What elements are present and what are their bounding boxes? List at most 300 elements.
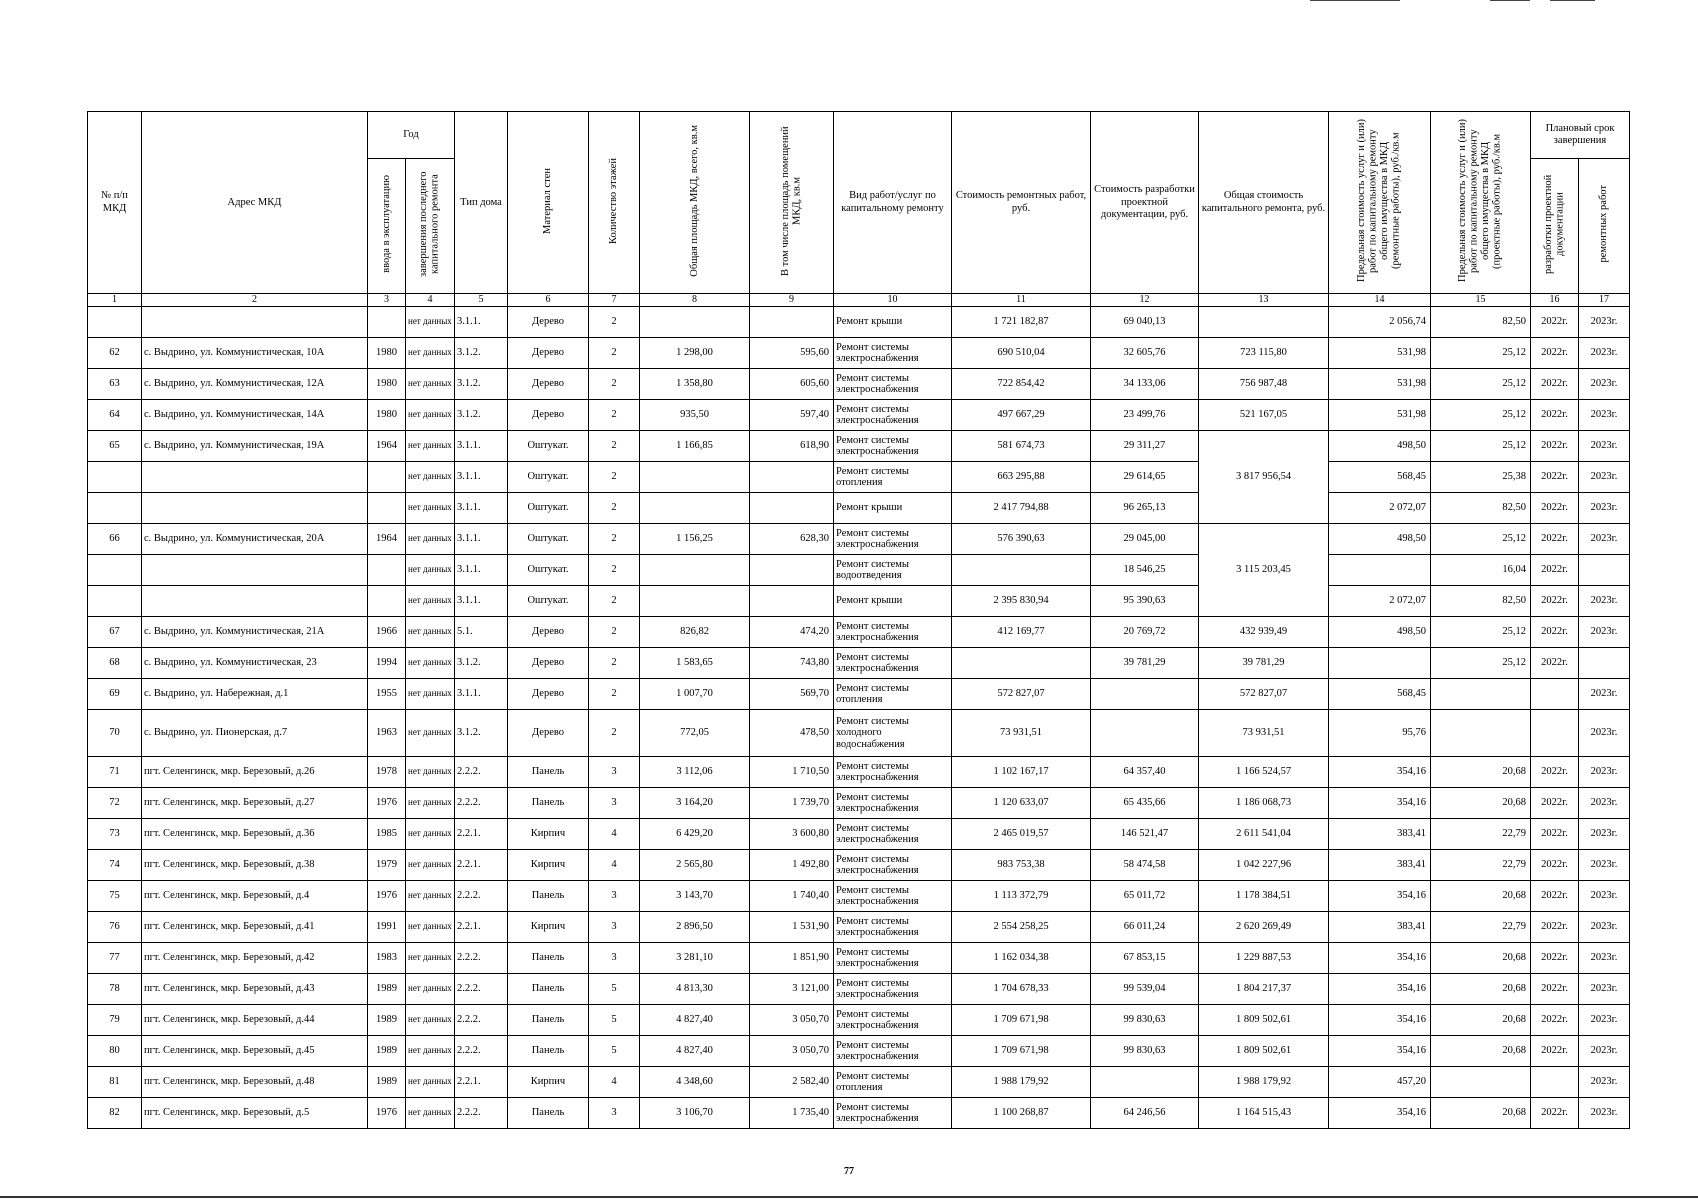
table-row <box>88 462 1630 493</box>
cell-premises-area: 3 050,70 <box>750 1005 834 1036</box>
cell-design-cost: 64 246,56 <box>1091 1098 1199 1129</box>
cell-deadline-repair: 2023г. <box>1579 1005 1630 1036</box>
cell-year-commission: 1955 <box>368 679 406 710</box>
col-total-area-header: Общая площадь МКД, всего, кв.м <box>640 112 750 294</box>
cell-total-cost: 1 229 887,53 <box>1199 943 1329 974</box>
cell-work-type: Ремонт системы электроснабжения <box>834 943 952 974</box>
cell-limit-repair: 383,41 <box>1329 819 1431 850</box>
cell-floors: 2 <box>589 493 640 524</box>
cell-repair-cost: 1 988 179,92 <box>952 1067 1091 1098</box>
cell-row-number: 80 <box>88 1036 142 1067</box>
cell-wall-material: Оштукат. <box>508 462 589 493</box>
cell-total-cost <box>1199 307 1329 338</box>
cell-design-cost: 99 830,63 <box>1091 1005 1199 1036</box>
cell-year-commission: 1979 <box>368 850 406 881</box>
cell-year-commission: 1963 <box>368 710 406 757</box>
cell-house-type: 2.2.2. <box>455 881 508 912</box>
cell-repair-cost: 2 465 019,57 <box>952 819 1091 850</box>
cell-design-cost: 18 546,25 <box>1091 555 1199 586</box>
cell-design-cost: 146 521,47 <box>1091 819 1199 850</box>
cell-deadline-design: 2022г. <box>1531 819 1579 850</box>
cell-year-last-repair: нет данных <box>406 943 455 974</box>
cell-year-last-repair: нет данных <box>406 369 455 400</box>
table-row <box>88 974 1630 1005</box>
col-number: 2 <box>142 294 368 307</box>
column-number-row <box>88 294 1630 307</box>
cell-year-last-repair: нет данных <box>406 524 455 555</box>
cell-total-area: 935,50 <box>640 400 750 431</box>
cell-floors: 2 <box>589 338 640 369</box>
cell-repair-cost: 1 709 671,98 <box>952 1036 1091 1067</box>
cell-year-last-repair: нет данных <box>406 648 455 679</box>
cell-address: пгт. Селенгинск, мкр. Березовый, д.36 <box>142 819 368 850</box>
cell-address: пгт. Селенгинск, мкр. Березовый, д.41 <box>142 912 368 943</box>
cell-deadline-repair: 2023г. <box>1579 524 1630 555</box>
cell-repair-cost: 1 162 034,38 <box>952 943 1091 974</box>
cell-year-commission: 1989 <box>368 974 406 1005</box>
cell-deadline-design: 2022г. <box>1531 974 1579 1005</box>
cell-floors: 2 <box>589 431 640 462</box>
cell-limit-design: 25,12 <box>1431 400 1531 431</box>
cell-work-type: Ремонт системы электроснабжения <box>834 1005 952 1036</box>
cell-total-cost: 3 115 203,45 <box>1199 524 1329 617</box>
cell-floors: 5 <box>589 1005 640 1036</box>
cell-design-cost <box>1091 679 1199 710</box>
cell-premises-area <box>750 307 834 338</box>
cell-address: пгт. Селенгинск, мкр. Березовый, д.42 <box>142 943 368 974</box>
cell-address: с. Выдрино, ул. Коммунистическая, 20А <box>142 524 368 555</box>
col-number: 13 <box>1199 294 1329 307</box>
cell-repair-cost <box>952 555 1091 586</box>
cell-deadline-design: 2022г. <box>1531 757 1579 788</box>
cell-limit-design: 16,04 <box>1431 555 1531 586</box>
cell-house-type: 3.1.1. <box>455 679 508 710</box>
cell-limit-design: 25,12 <box>1431 524 1531 555</box>
cell-deadline-design: 2022г. <box>1531 881 1579 912</box>
cell-floors: 2 <box>589 617 640 648</box>
cell-premises-area <box>750 586 834 617</box>
table-row <box>88 788 1630 819</box>
cell-total-area: 772,05 <box>640 710 750 757</box>
cell-house-type: 3.1.2. <box>455 710 508 757</box>
cell-limit-repair: 2 056,74 <box>1329 307 1431 338</box>
cell-limit-repair: 2 072,07 <box>1329 586 1431 617</box>
cell-deadline-repair: 2023г. <box>1579 431 1630 462</box>
cell-address: пгт. Селенгинск, мкр. Березовый, д.4 <box>142 881 368 912</box>
cell-wall-material: Кирпич <box>508 912 589 943</box>
cell-floors: 5 <box>589 1036 640 1067</box>
cell-year-last-repair: нет данных <box>406 819 455 850</box>
cell-address: с. Выдрино, ул. Коммунистическая, 10А <box>142 338 368 369</box>
cell-year-last-repair: нет данных <box>406 431 455 462</box>
cell-deadline-repair: 2023г. <box>1579 1036 1630 1067</box>
cell-wall-material: Панель <box>508 1036 589 1067</box>
cell-row-number <box>88 307 142 338</box>
cell-wall-material: Панель <box>508 974 589 1005</box>
cell-floors: 2 <box>589 307 640 338</box>
cell-limit-repair: 354,16 <box>1329 757 1431 788</box>
cell-limit-design: 20,68 <box>1431 974 1531 1005</box>
cell-address: с. Выдрино, ул. Коммунистическая, 21А <box>142 617 368 648</box>
cell-floors: 2 <box>589 586 640 617</box>
cell-address: пгт. Селенгинск, мкр. Березовый, д.38 <box>142 850 368 881</box>
cell-repair-cost: 2 395 830,94 <box>952 586 1091 617</box>
cell-premises-area: 1 735,40 <box>750 1098 834 1129</box>
cell-design-cost: 29 311,27 <box>1091 431 1199 462</box>
cell-year-last-repair: нет данных <box>406 307 455 338</box>
page-number: 77 <box>844 1166 854 1177</box>
cell-address <box>142 462 368 493</box>
cell-deadline-design: 2022г. <box>1531 338 1579 369</box>
cell-wall-material: Дерево <box>508 648 589 679</box>
cell-design-cost: 23 499,76 <box>1091 400 1199 431</box>
cell-row-number: 76 <box>88 912 142 943</box>
cell-work-type: Ремонт системы электроснабжения <box>834 819 952 850</box>
col-address-header: Адрес МКД <box>142 112 368 294</box>
cell-year-last-repair: нет данных <box>406 757 455 788</box>
cell-limit-design: 20,68 <box>1431 1036 1531 1067</box>
cell-year-last-repair: нет данных <box>406 974 455 1005</box>
col-number: 10 <box>834 294 952 307</box>
cell-limit-repair: 498,50 <box>1329 617 1431 648</box>
cell-house-type: 2.2.2. <box>455 974 508 1005</box>
repair-register-table <box>87 111 1630 1129</box>
cell-total-cost: 1 178 384,51 <box>1199 881 1329 912</box>
cell-address: пгт. Селенгинск, мкр. Березовый, д.5 <box>142 1098 368 1129</box>
cell-work-type: Ремонт системы холодного водоснабжения <box>834 710 952 757</box>
cell-repair-cost: 576 390,63 <box>952 524 1091 555</box>
cell-deadline-repair: 2023г. <box>1579 850 1630 881</box>
table-row <box>88 757 1630 788</box>
cell-year-commission: 1966 <box>368 617 406 648</box>
cell-design-cost: 34 133,06 <box>1091 369 1199 400</box>
cell-total-area: 2 896,50 <box>640 912 750 943</box>
cell-address: пгт. Селенгинск, мкр. Березовый, д.26 <box>142 757 368 788</box>
col-limit-repair-header: Предельная стоимость услуг и (или) работ по капитальному ремонту общего имущества в МКД (ремонтные работы), руб./кв.м <box>1329 112 1431 294</box>
cell-total-area: 1 166,85 <box>640 431 750 462</box>
cell-deadline-design: 2022г. <box>1531 912 1579 943</box>
cell-limit-repair: 383,41 <box>1329 912 1431 943</box>
cell-row-number: 78 <box>88 974 142 1005</box>
cell-floors: 3 <box>589 757 640 788</box>
cell-wall-material: Оштукат. <box>508 555 589 586</box>
cell-year-commission: 1989 <box>368 1067 406 1098</box>
cell-design-cost: 99 539,04 <box>1091 974 1199 1005</box>
cell-address: с. Выдрино, ул. Коммунистическая, 23 <box>142 648 368 679</box>
cell-house-type: 3.1.1. <box>455 462 508 493</box>
col-total-cost-header: Общая стоимость капитального ремонта, руб. <box>1199 112 1329 294</box>
cell-limit-repair: 354,16 <box>1329 1036 1431 1067</box>
table-row <box>88 819 1630 850</box>
cell-year-commission <box>368 586 406 617</box>
table-row <box>88 912 1630 943</box>
cell-work-type: Ремонт системы отопления <box>834 1067 952 1098</box>
table-body <box>88 307 1630 1129</box>
cell-address <box>142 586 368 617</box>
cell-deadline-repair: 2023г. <box>1579 710 1630 757</box>
cell-floors: 2 <box>589 679 640 710</box>
cell-row-number: 65 <box>88 431 142 462</box>
cell-premises-area: 478,50 <box>750 710 834 757</box>
table-row <box>88 586 1630 617</box>
cell-repair-cost: 412 169,77 <box>952 617 1091 648</box>
table-row <box>88 369 1630 400</box>
cell-repair-cost: 1 113 372,79 <box>952 881 1091 912</box>
cell-repair-cost: 1 709 671,98 <box>952 1005 1091 1036</box>
cell-wall-material: Оштукат. <box>508 524 589 555</box>
cell-row-number: 81 <box>88 1067 142 1098</box>
cell-floors: 4 <box>589 819 640 850</box>
cell-total-cost: 521 167,05 <box>1199 400 1329 431</box>
cell-work-type: Ремонт системы электроснабжения <box>834 850 952 881</box>
cell-limit-design: 25,12 <box>1431 617 1531 648</box>
cell-wall-material: Дерево <box>508 710 589 757</box>
cell-work-type: Ремонт системы электроснабжения <box>834 400 952 431</box>
cell-year-commission: 1976 <box>368 1098 406 1129</box>
cell-house-type: 3.1.1. <box>455 586 508 617</box>
cell-deadline-repair: 2023г. <box>1579 943 1630 974</box>
cell-wall-material: Кирпич <box>508 1067 589 1098</box>
cell-limit-design: 25,12 <box>1431 369 1531 400</box>
cell-deadline-design: 2022г. <box>1531 524 1579 555</box>
col-number: 7 <box>589 294 640 307</box>
cell-wall-material: Панель <box>508 943 589 974</box>
cell-year-commission: 1978 <box>368 757 406 788</box>
col-design-cost-header: Стоимость разработки проектной документации, руб. <box>1091 112 1199 294</box>
cell-design-cost: 64 357,40 <box>1091 757 1199 788</box>
cell-deadline-repair: 2023г. <box>1579 586 1630 617</box>
cell-limit-design: 20,68 <box>1431 788 1531 819</box>
cell-deadline-design: 2022г. <box>1531 788 1579 819</box>
cell-wall-material: Оштукат. <box>508 586 589 617</box>
cell-work-type: Ремонт системы отопления <box>834 679 952 710</box>
cell-design-cost: 65 011,72 <box>1091 881 1199 912</box>
cell-deadline-design: 2022г. <box>1531 850 1579 881</box>
cell-repair-cost: 690 510,04 <box>952 338 1091 369</box>
cell-premises-area: 474,20 <box>750 617 834 648</box>
cell-row-number: 63 <box>88 369 142 400</box>
cell-work-type: Ремонт крыши <box>834 307 952 338</box>
cell-premises-area: 1 492,80 <box>750 850 834 881</box>
cell-address <box>142 307 368 338</box>
cell-total-cost: 723 115,80 <box>1199 338 1329 369</box>
cell-total-area: 1 358,80 <box>640 369 750 400</box>
cell-total-cost: 432 939,49 <box>1199 617 1329 648</box>
cell-limit-design: 25,12 <box>1431 338 1531 369</box>
table-row <box>88 850 1630 881</box>
col-limit-design-header: Предельная стоимость услуг и (или) работ по капитальному ремонту общего имущества в МКД (проектные работы), руб./кв.м <box>1431 112 1531 294</box>
cell-work-type: Ремонт системы электроснабжения <box>834 912 952 943</box>
cell-limit-repair: 354,16 <box>1329 974 1431 1005</box>
cell-total-cost: 1 186 068,73 <box>1199 788 1329 819</box>
cell-total-area: 3 112,06 <box>640 757 750 788</box>
col-deadline-header: Плановый срок завершения <box>1531 112 1630 159</box>
cell-total-cost: 756 987,48 <box>1199 369 1329 400</box>
cell-wall-material: Панель <box>508 1098 589 1129</box>
cell-deadline-design: 2022г. <box>1531 943 1579 974</box>
cell-wall-material: Дерево <box>508 307 589 338</box>
cell-house-type: 2.2.2. <box>455 943 508 974</box>
cell-total-cost: 39 781,29 <box>1199 648 1329 679</box>
cell-total-cost: 1 809 502,61 <box>1199 1036 1329 1067</box>
cell-limit-design <box>1431 679 1531 710</box>
cell-row-number: 75 <box>88 881 142 912</box>
cell-limit-design: 20,68 <box>1431 881 1531 912</box>
cell-floors: 2 <box>589 462 640 493</box>
cell-year-commission <box>368 462 406 493</box>
cell-work-type: Ремонт системы электроснабжения <box>834 1036 952 1067</box>
cell-repair-cost: 722 854,42 <box>952 369 1091 400</box>
cell-design-cost: 67 853,15 <box>1091 943 1199 974</box>
cell-deadline-design <box>1531 679 1579 710</box>
cell-premises-area: 1 851,90 <box>750 943 834 974</box>
cell-row-number: 72 <box>88 788 142 819</box>
cell-deadline-repair: 2023г. <box>1579 369 1630 400</box>
cell-total-area: 4 813,30 <box>640 974 750 1005</box>
cell-year-last-repair: нет данных <box>406 788 455 819</box>
cell-deadline-repair: 2023г. <box>1579 493 1630 524</box>
col-number: 5 <box>455 294 508 307</box>
cell-wall-material: Панель <box>508 757 589 788</box>
cell-total-cost: 1 988 179,92 <box>1199 1067 1329 1098</box>
cell-repair-cost: 497 667,29 <box>952 400 1091 431</box>
cell-repair-cost: 1 704 678,33 <box>952 974 1091 1005</box>
col-number: 16 <box>1531 294 1579 307</box>
cell-limit-repair: 95,76 <box>1329 710 1431 757</box>
cell-row-number <box>88 586 142 617</box>
cell-total-area <box>640 586 750 617</box>
cell-row-number: 77 <box>88 943 142 974</box>
cell-total-area: 3 143,70 <box>640 881 750 912</box>
cell-year-last-repair: нет данных <box>406 586 455 617</box>
cell-year-commission: 1980 <box>368 400 406 431</box>
cell-premises-area: 3 600,80 <box>750 819 834 850</box>
col-repair-cost-header: Стоимость ремонтных работ, руб. <box>952 112 1091 294</box>
cell-house-type: 2.2.2. <box>455 757 508 788</box>
cell-work-type: Ремонт системы электроснабжения <box>834 788 952 819</box>
cell-year-last-repair: нет данных <box>406 493 455 524</box>
cell-row-number: 66 <box>88 524 142 555</box>
col-number: 1 <box>88 294 142 307</box>
col-house-type-header: Тип дома <box>455 112 508 294</box>
cell-year-last-repair: нет данных <box>406 1067 455 1098</box>
cell-repair-cost: 1 120 633,07 <box>952 788 1091 819</box>
cell-limit-design: 25,12 <box>1431 431 1531 462</box>
cell-floors: 4 <box>589 1067 640 1098</box>
cell-limit-design: 22,79 <box>1431 819 1531 850</box>
cell-work-type: Ремонт системы отопления <box>834 462 952 493</box>
cell-premises-area: 595,60 <box>750 338 834 369</box>
cell-work-type: Ремонт системы электроснабжения <box>834 524 952 555</box>
col-floors-header: Количество этажей <box>589 112 640 294</box>
cell-year-last-repair: нет данных <box>406 338 455 369</box>
cell-row-number: 71 <box>88 757 142 788</box>
cell-premises-area: 1 531,90 <box>750 912 834 943</box>
cell-limit-repair: 498,50 <box>1329 524 1431 555</box>
cell-total-area: 4 827,40 <box>640 1005 750 1036</box>
cell-wall-material: Дерево <box>508 617 589 648</box>
cell-house-type: 5.1. <box>455 617 508 648</box>
cell-work-type: Ремонт системы электроснабжения <box>834 757 952 788</box>
cell-limit-repair: 457,20 <box>1329 1067 1431 1098</box>
header-row-1 <box>88 112 1630 159</box>
cell-design-cost: 99 830,63 <box>1091 1036 1199 1067</box>
cell-deadline-design: 2022г. <box>1531 369 1579 400</box>
cell-limit-design <box>1431 1067 1531 1098</box>
cell-design-cost: 66 011,24 <box>1091 912 1199 943</box>
cell-design-cost: 39 781,29 <box>1091 648 1199 679</box>
table-row <box>88 617 1630 648</box>
cell-floors: 2 <box>589 648 640 679</box>
cell-year-last-repair: нет данных <box>406 1005 455 1036</box>
cell-floors: 2 <box>589 524 640 555</box>
cell-total-area: 1 298,00 <box>640 338 750 369</box>
cell-wall-material: Панель <box>508 881 589 912</box>
cell-total-area: 1 156,25 <box>640 524 750 555</box>
cell-total-cost: 2 611 541,04 <box>1199 819 1329 850</box>
top-rule-marks <box>1300 0 1600 2</box>
cell-total-area: 3 106,70 <box>640 1098 750 1129</box>
cell-row-number <box>88 493 142 524</box>
cell-house-type: 3.1.1. <box>455 307 508 338</box>
cell-address <box>142 555 368 586</box>
cell-total-cost: 3 817 956,54 <box>1199 431 1329 524</box>
cell-deadline-repair: 2023г. <box>1579 974 1630 1005</box>
col-year-commission-header: ввода в эксплуатацию <box>368 159 406 294</box>
cell-deadline-repair: 2023г. <box>1579 912 1630 943</box>
cell-floors: 3 <box>589 788 640 819</box>
cell-year-last-repair: нет данных <box>406 400 455 431</box>
col-wall-material-header: Материал стен <box>508 112 589 294</box>
cell-total-cost: 73 931,51 <box>1199 710 1329 757</box>
cell-limit-design: 22,79 <box>1431 912 1531 943</box>
col-deadline-repair-header: ремонтных работ <box>1579 159 1630 294</box>
cell-total-area: 826,82 <box>640 617 750 648</box>
cell-year-commission: 1994 <box>368 648 406 679</box>
cell-address: пгт. Селенгинск, мкр. Березовый, д.43 <box>142 974 368 1005</box>
cell-deadline-repair: 2023г. <box>1579 462 1630 493</box>
cell-premises-area: 618,90 <box>750 431 834 462</box>
cell-total-area: 1 007,70 <box>640 679 750 710</box>
cell-work-type: Ремонт системы электроснабжения <box>834 369 952 400</box>
cell-work-type: Ремонт системы электроснабжения <box>834 974 952 1005</box>
col-number: 12 <box>1091 294 1199 307</box>
cell-year-last-repair: нет данных <box>406 1098 455 1129</box>
cell-deadline-repair: 2023г. <box>1579 788 1630 819</box>
cell-limit-repair: 354,16 <box>1329 943 1431 974</box>
cell-limit-design: 25,38 <box>1431 462 1531 493</box>
cell-deadline-repair <box>1579 555 1630 586</box>
cell-address: с. Выдрино, ул. Коммунистическая, 14А <box>142 400 368 431</box>
cell-limit-repair: 568,45 <box>1329 679 1431 710</box>
cell-year-commission: 1976 <box>368 881 406 912</box>
cell-repair-cost: 1 102 167,17 <box>952 757 1091 788</box>
table-row <box>88 338 1630 369</box>
cell-year-commission: 1976 <box>368 788 406 819</box>
cell-wall-material: Дерево <box>508 679 589 710</box>
cell-premises-area: 628,30 <box>750 524 834 555</box>
cell-row-number: 67 <box>88 617 142 648</box>
cell-total-area <box>640 462 750 493</box>
cell-house-type: 2.2.1. <box>455 1067 508 1098</box>
cell-total-area: 6 429,20 <box>640 819 750 850</box>
cell-year-commission: 1964 <box>368 431 406 462</box>
cell-limit-repair: 2 072,07 <box>1329 493 1431 524</box>
cell-floors: 4 <box>589 850 640 881</box>
col-year-header: Год <box>368 112 455 159</box>
cell-limit-design: 20,68 <box>1431 1098 1531 1129</box>
cell-deadline-repair: 2023г. <box>1579 1067 1630 1098</box>
